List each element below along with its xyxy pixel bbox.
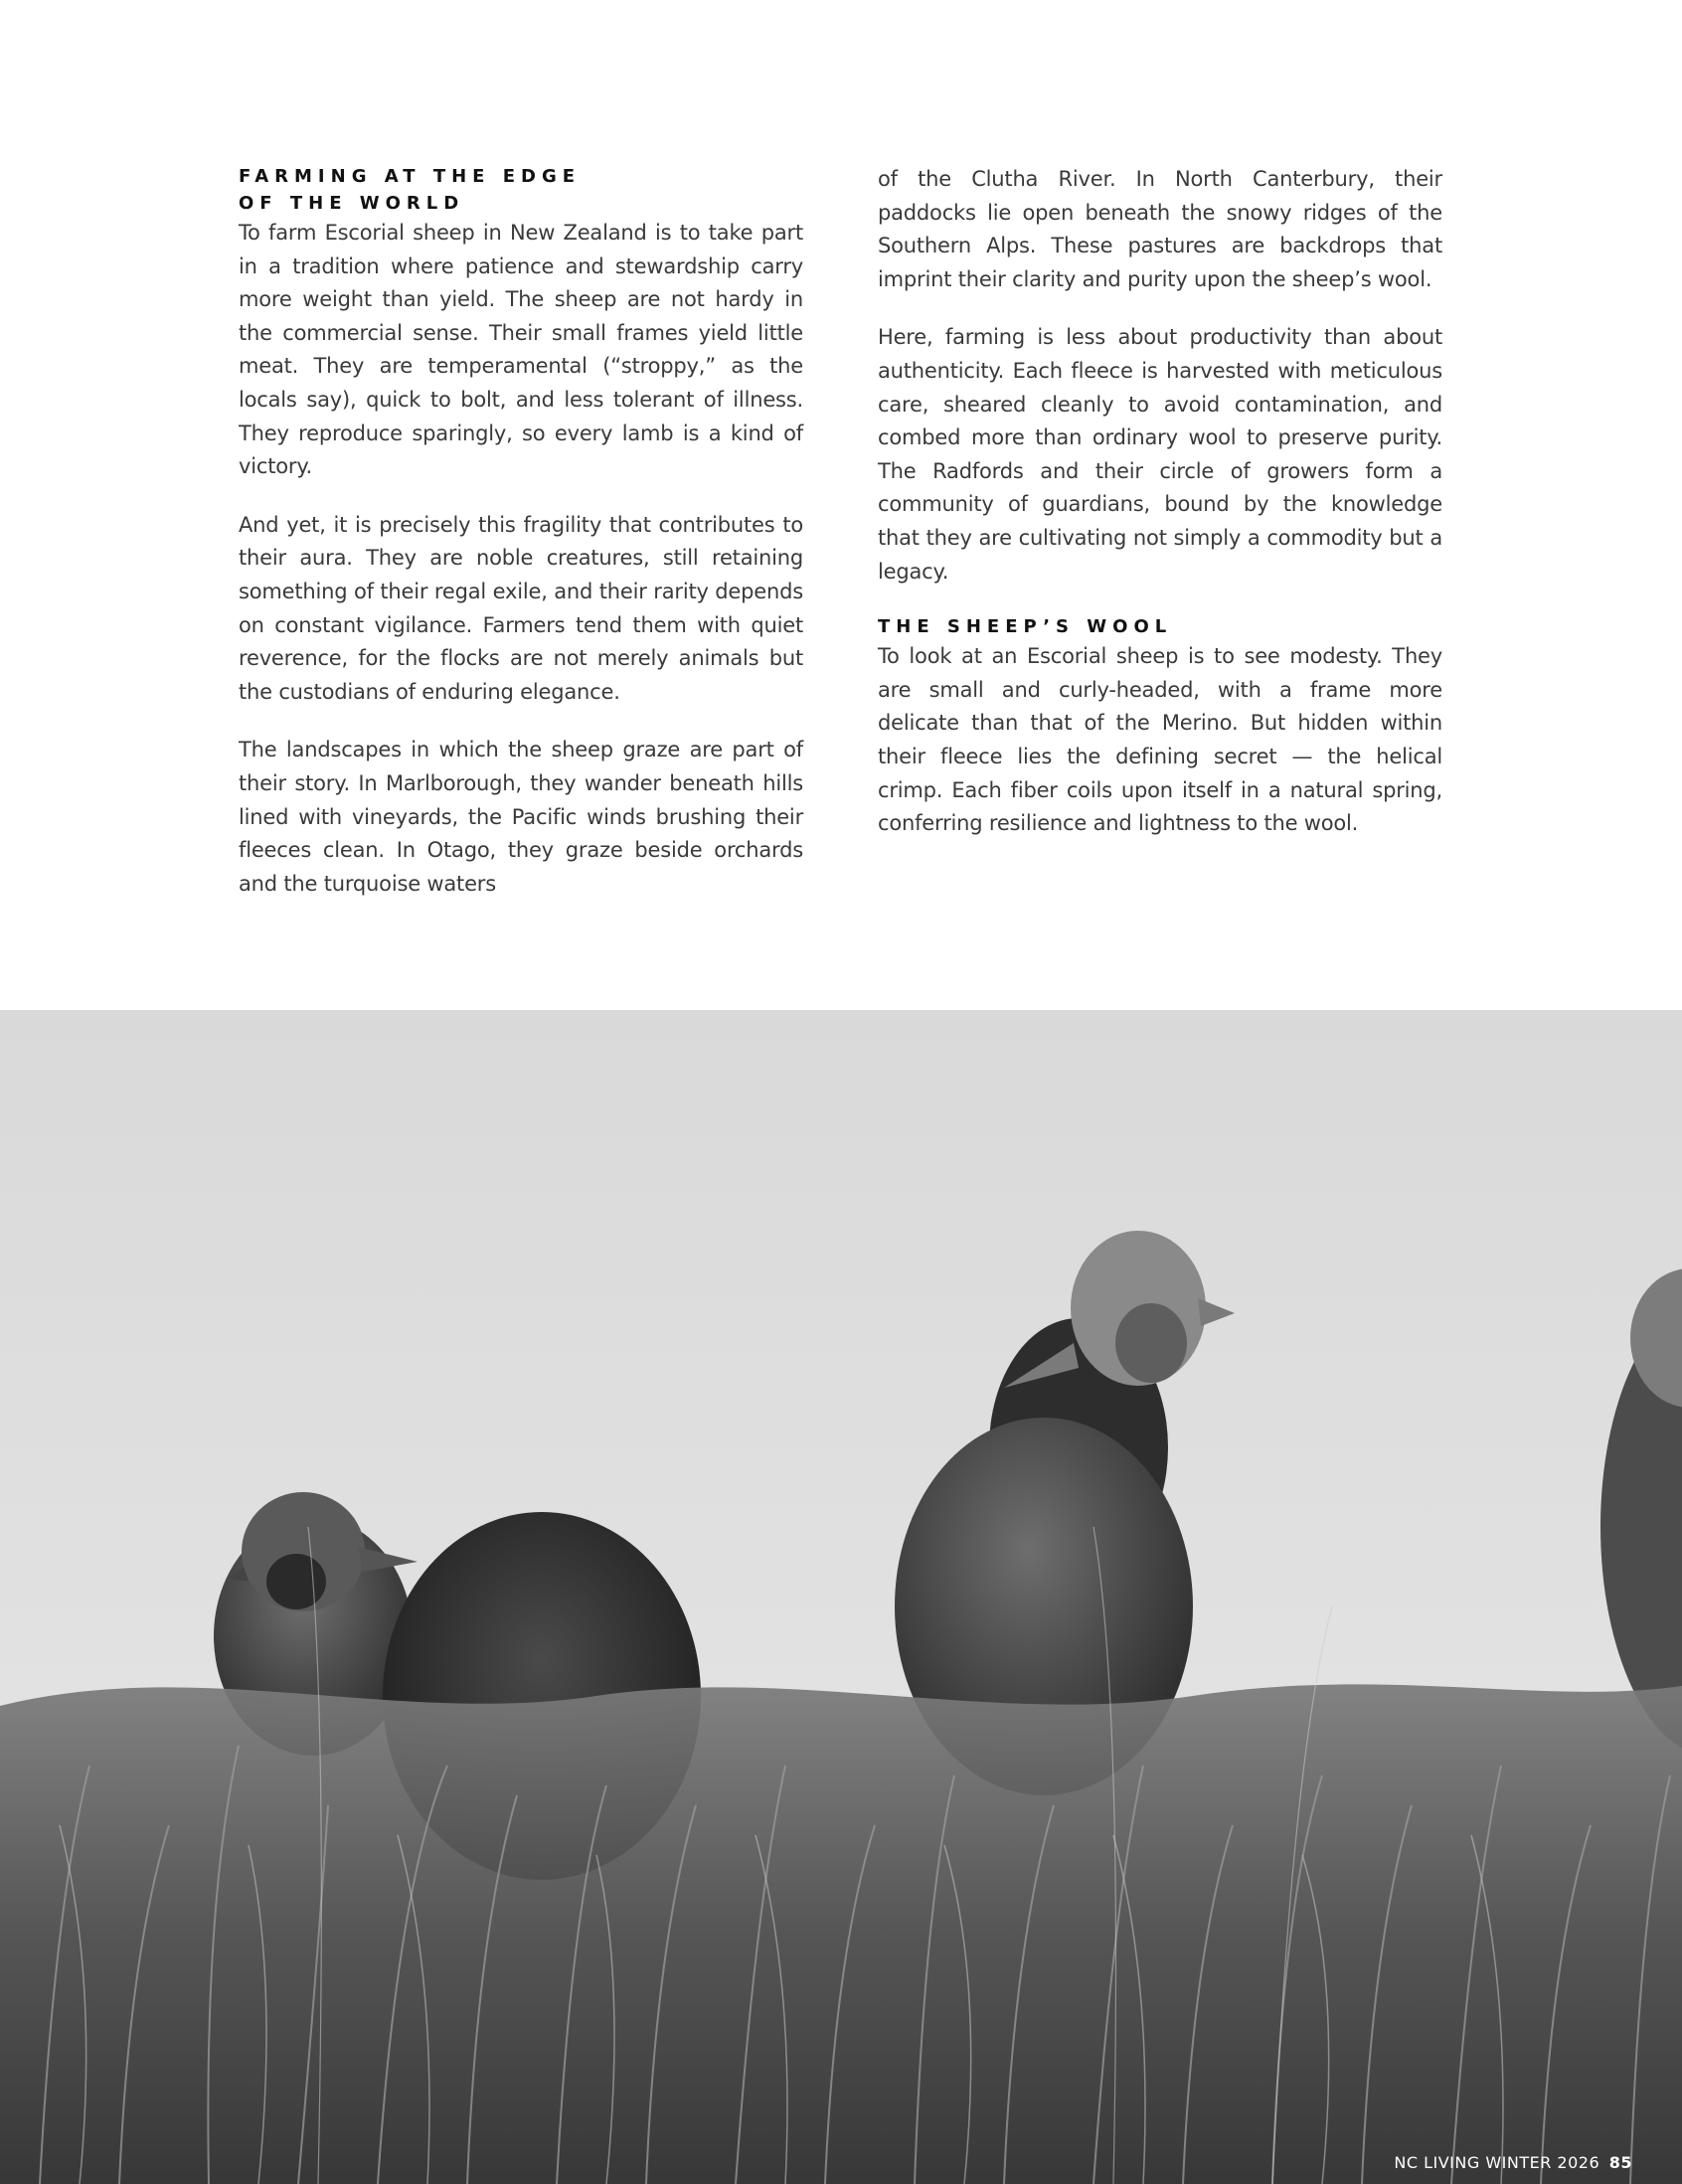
body-paragraph: To farm Escorial sheep in New Zealand is to take part in a tradition where patience and stewardship carry more weight than yield. The sheep are not hardy in the commercial sense. Their small frames yield little meat. They are temperamental (“stroppy,” as the locals say), quick to bolt, and less tolerant of illness. They reproduce sparingly, so every lamb is a kind of victory. — [239, 221, 803, 479]
heading-line-2: OF THE WORLD — [239, 193, 465, 214]
body-paragraph: And yet, it is precisely this fragility that contributes to their aura. They are noble creatures, still retaining something of their regal exile, and their rarity depends on constant vigilance. Farmers tend them with quiet reverence, for the flocks are not merely animals but the custodians of enduring elegance. — [239, 512, 803, 704]
right-column — [878, 163, 1442, 866]
publication-name: NC LIVING WINTER 2026 — [1394, 2153, 1600, 2172]
sheep-photo-illustration — [0, 1010, 1682, 2184]
left-column — [239, 163, 803, 925]
section-heading-wool: THE SHEEP’S WOOL — [878, 616, 1173, 638]
section-heading-farming — [239, 163, 803, 217]
heading-line-1: FARMING AT THE EDGE — [239, 166, 582, 187]
sheep-photo — [0, 1010, 1682, 2184]
body-paragraph: To look at an Escorial sheep is to see modesty. They are small and curly-headed, with a frame more delicate than that of the Merino. But hidden within their fleece lies the defining secret — the helical crimp. Each fiber coils upon itself in a natural spring, conferring resilience and lightness to the wool. — [878, 644, 1442, 836]
page-number: 85 — [1608, 2153, 1632, 2172]
body-paragraph: Here, farming is less about productivity than about authenticity. Each fleece is harvested with meticulous care, sheared cleanly to avoid contamination, and combed more than ordinary wool to preserve purity. The Radfords and their circle of growers form a community of guardians, bound by the knowledge that they are cultivating not simply a commodity but a legacy. — [878, 325, 1442, 584]
body-paragraph: of the Clutha River. In North Canterbury, their paddocks lie open beneath the snowy ridges of the Southern Alps. These pastures are backdrops that imprint their clarity and purity upon the sheep’s wool. — [878, 167, 1442, 291]
page-footer — [1394, 2153, 1632, 2172]
body-paragraph: The landscapes in which the sheep graze are part of their story. In Marlborough, they wander beneath hills lined with vineyards, the Pacific winds brushing their fleeces clean. In Otago, they graze beside orchards and the turquoise waters — [239, 738, 803, 896]
